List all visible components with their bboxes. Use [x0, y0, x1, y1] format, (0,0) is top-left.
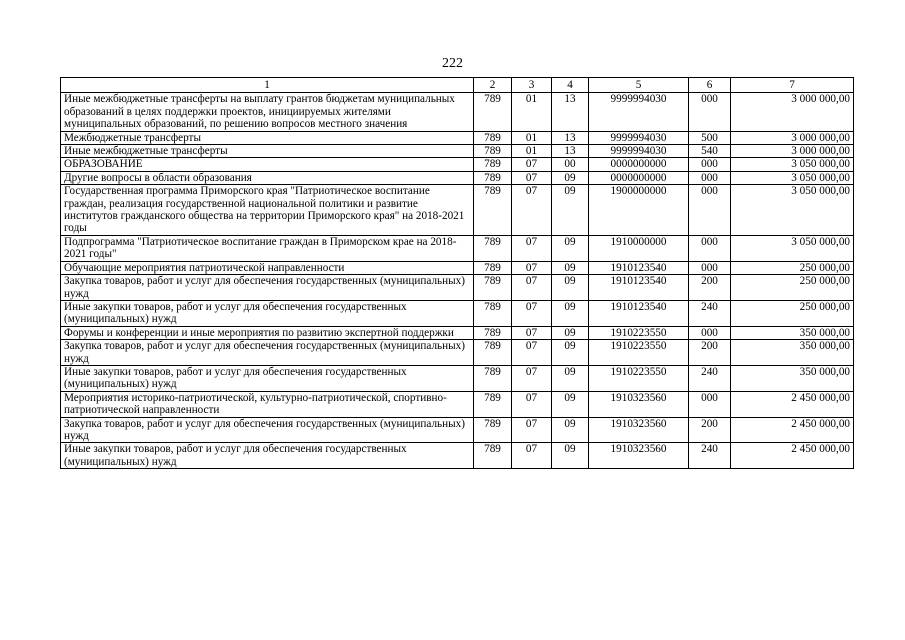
- table-row: [61, 365, 854, 391]
- cell-name: Другие вопросы в области образования: [61, 171, 474, 184]
- table-row: [61, 275, 854, 301]
- cell-name: Иные межбюджетные трансферты на выплату грантов бюджетам муниципальных образований в целях поддержки проектов, инициируемых жителями муниципальных образований, по решению вопросов местного значения: [61, 93, 474, 131]
- cell-name: Межбюджетные трансферты: [61, 131, 474, 144]
- cell-subsection: 09: [552, 443, 589, 469]
- table-body: [61, 93, 854, 469]
- table-row: [61, 340, 854, 366]
- cell-name: Закупка товаров, работ и услуг для обеспечения государственных (муниципальных) нужд: [61, 340, 474, 366]
- cell-ved: 789: [474, 131, 512, 144]
- cell-ved: 789: [474, 391, 512, 417]
- cell-section: 07: [512, 275, 552, 301]
- cell-expense-type: 000: [689, 261, 731, 274]
- cell-ved: 789: [474, 340, 512, 366]
- table-row: [61, 261, 854, 274]
- cell-name: Обучающие мероприятия патриотической направленности: [61, 261, 474, 274]
- cell-target-article: 1910123540: [589, 275, 689, 301]
- cell-target-article: 1910223550: [589, 340, 689, 366]
- cell-section: 07: [512, 391, 552, 417]
- cell-target-article: 1900000000: [589, 185, 689, 236]
- column-header-7: 7: [731, 78, 854, 93]
- cell-target-article: 9999994030: [589, 145, 689, 158]
- cell-amount: 350 000,00: [731, 326, 854, 339]
- table-row: [61, 93, 854, 131]
- cell-ved: 789: [474, 185, 512, 236]
- cell-subsection: 09: [552, 261, 589, 274]
- header-row: [61, 78, 854, 93]
- table-row: [61, 443, 854, 469]
- budget-table: [60, 77, 854, 469]
- cell-expense-type: 000: [689, 391, 731, 417]
- cell-amount: 250 000,00: [731, 300, 854, 326]
- cell-ved: 789: [474, 145, 512, 158]
- cell-amount: 3 050 000,00: [731, 171, 854, 184]
- cell-expense-type: 240: [689, 365, 731, 391]
- cell-expense-type: 000: [689, 185, 731, 236]
- cell-target-article: 1910000000: [589, 235, 689, 261]
- cell-expense-type: 200: [689, 417, 731, 443]
- table-row: [61, 300, 854, 326]
- column-header-4: 4: [552, 78, 589, 93]
- cell-amount: 3 000 000,00: [731, 93, 854, 131]
- cell-target-article: 9999994030: [589, 93, 689, 131]
- cell-expense-type: 500: [689, 131, 731, 144]
- cell-expense-type: 000: [689, 235, 731, 261]
- cell-amount: 250 000,00: [731, 275, 854, 301]
- cell-ved: 789: [474, 171, 512, 184]
- cell-ved: 789: [474, 158, 512, 171]
- table-row: [61, 417, 854, 443]
- cell-name: Государственная программа Приморского края "Патриотическое воспитание граждан, реализация государственной национальной политики и развитие институтов гражданского общества на территории Приморского края" на 2018-2021 годы: [61, 185, 474, 236]
- column-header-3: 3: [512, 78, 552, 93]
- cell-name: Подпрограмма "Патриотическое воспитание граждан в Приморском крае на 2018-2021 годы": [61, 235, 474, 261]
- cell-target-article: 1910323560: [589, 443, 689, 469]
- table-row: [61, 171, 854, 184]
- cell-amount: 3 050 000,00: [731, 158, 854, 171]
- cell-expense-type: 200: [689, 275, 731, 301]
- cell-expense-type: 000: [689, 93, 731, 131]
- column-header-1: 1: [61, 78, 474, 93]
- cell-ved: 789: [474, 417, 512, 443]
- cell-ved: 789: [474, 365, 512, 391]
- cell-subsection: 09: [552, 171, 589, 184]
- cell-target-article: 1910223550: [589, 365, 689, 391]
- cell-name: Иные закупки товаров, работ и услуг для обеспечения государственных (муниципальных) нужд: [61, 443, 474, 469]
- cell-amount: 3 050 000,00: [731, 185, 854, 236]
- cell-subsection: 09: [552, 275, 589, 301]
- cell-subsection: 09: [552, 340, 589, 366]
- cell-target-article: 1910223550: [589, 326, 689, 339]
- cell-section: 07: [512, 443, 552, 469]
- cell-amount: 2 450 000,00: [731, 391, 854, 417]
- cell-name: Закупка товаров, работ и услуг для обеспечения государственных (муниципальных) нужд: [61, 275, 474, 301]
- cell-amount: 3 000 000,00: [731, 145, 854, 158]
- cell-subsection: 09: [552, 391, 589, 417]
- cell-target-article: 1910323560: [589, 391, 689, 417]
- cell-subsection: 00: [552, 158, 589, 171]
- page-number: 222: [442, 56, 463, 71]
- column-header-2: 2: [474, 78, 512, 93]
- table-row: [61, 326, 854, 339]
- cell-target-article: 1910123540: [589, 300, 689, 326]
- cell-section: 07: [512, 158, 552, 171]
- cell-name: Иные закупки товаров, работ и услуг для обеспечения государственных (муниципальных) нужд: [61, 365, 474, 391]
- cell-target-article: 0000000000: [589, 171, 689, 184]
- cell-amount: 350 000,00: [731, 340, 854, 366]
- cell-expense-type: 200: [689, 340, 731, 366]
- cell-expense-type: 240: [689, 300, 731, 326]
- column-header-5: 5: [589, 78, 689, 93]
- cell-amount: 250 000,00: [731, 261, 854, 274]
- cell-ved: 789: [474, 261, 512, 274]
- cell-ved: 789: [474, 300, 512, 326]
- cell-name: Форумы и конференции и иные мероприятия по развитию экспертной поддержки: [61, 326, 474, 339]
- cell-section: 07: [512, 417, 552, 443]
- table-row: [61, 145, 854, 158]
- cell-amount: 3 050 000,00: [731, 235, 854, 261]
- table-row: [61, 158, 854, 171]
- cell-section: 07: [512, 326, 552, 339]
- cell-expense-type: 240: [689, 443, 731, 469]
- cell-section: 07: [512, 300, 552, 326]
- table-row: [61, 235, 854, 261]
- column-header-6: 6: [689, 78, 731, 93]
- cell-subsection: 09: [552, 300, 589, 326]
- cell-ved: 789: [474, 275, 512, 301]
- cell-expense-type: 000: [689, 326, 731, 339]
- cell-subsection: 09: [552, 235, 589, 261]
- cell-subsection: 13: [552, 145, 589, 158]
- cell-subsection: 09: [552, 417, 589, 443]
- cell-name: ОБРАЗОВАНИЕ: [61, 158, 474, 171]
- cell-section: 07: [512, 185, 552, 236]
- cell-target-article: 1910323560: [589, 417, 689, 443]
- cell-amount: 2 450 000,00: [731, 443, 854, 469]
- cell-target-article: 0000000000: [589, 158, 689, 171]
- cell-section: 01: [512, 93, 552, 131]
- table-row: [61, 391, 854, 417]
- cell-expense-type: 540: [689, 145, 731, 158]
- cell-subsection: 09: [552, 326, 589, 339]
- cell-target-article: 1910123540: [589, 261, 689, 274]
- cell-section: 07: [512, 261, 552, 274]
- cell-section: 01: [512, 145, 552, 158]
- cell-section: 01: [512, 131, 552, 144]
- table-row: [61, 185, 854, 236]
- cell-subsection: 13: [552, 93, 589, 131]
- cell-name: Иные межбюджетные трансферты: [61, 145, 474, 158]
- cell-amount: 2 450 000,00: [731, 417, 854, 443]
- cell-ved: 789: [474, 93, 512, 131]
- cell-section: 07: [512, 171, 552, 184]
- cell-section: 07: [512, 365, 552, 391]
- cell-ved: 789: [474, 235, 512, 261]
- cell-section: 07: [512, 340, 552, 366]
- cell-amount: 3 000 000,00: [731, 131, 854, 144]
- cell-name: Мероприятия историко-патриотической, культурно-патриотической, спортивно-патриотической направленности: [61, 391, 474, 417]
- cell-ved: 789: [474, 326, 512, 339]
- cell-expense-type: 000: [689, 171, 731, 184]
- cell-name: Закупка товаров, работ и услуг для обеспечения государственных (муниципальных) нужд: [61, 417, 474, 443]
- cell-subsection: 13: [552, 131, 589, 144]
- cell-expense-type: 000: [689, 158, 731, 171]
- cell-target-article: 9999994030: [589, 131, 689, 144]
- cell-section: 07: [512, 235, 552, 261]
- table-row: [61, 131, 854, 144]
- cell-ved: 789: [474, 443, 512, 469]
- cell-subsection: 09: [552, 185, 589, 236]
- cell-name: Иные закупки товаров, работ и услуг для обеспечения государственных (муниципальных) нужд: [61, 300, 474, 326]
- cell-amount: 350 000,00: [731, 365, 854, 391]
- cell-subsection: 09: [552, 365, 589, 391]
